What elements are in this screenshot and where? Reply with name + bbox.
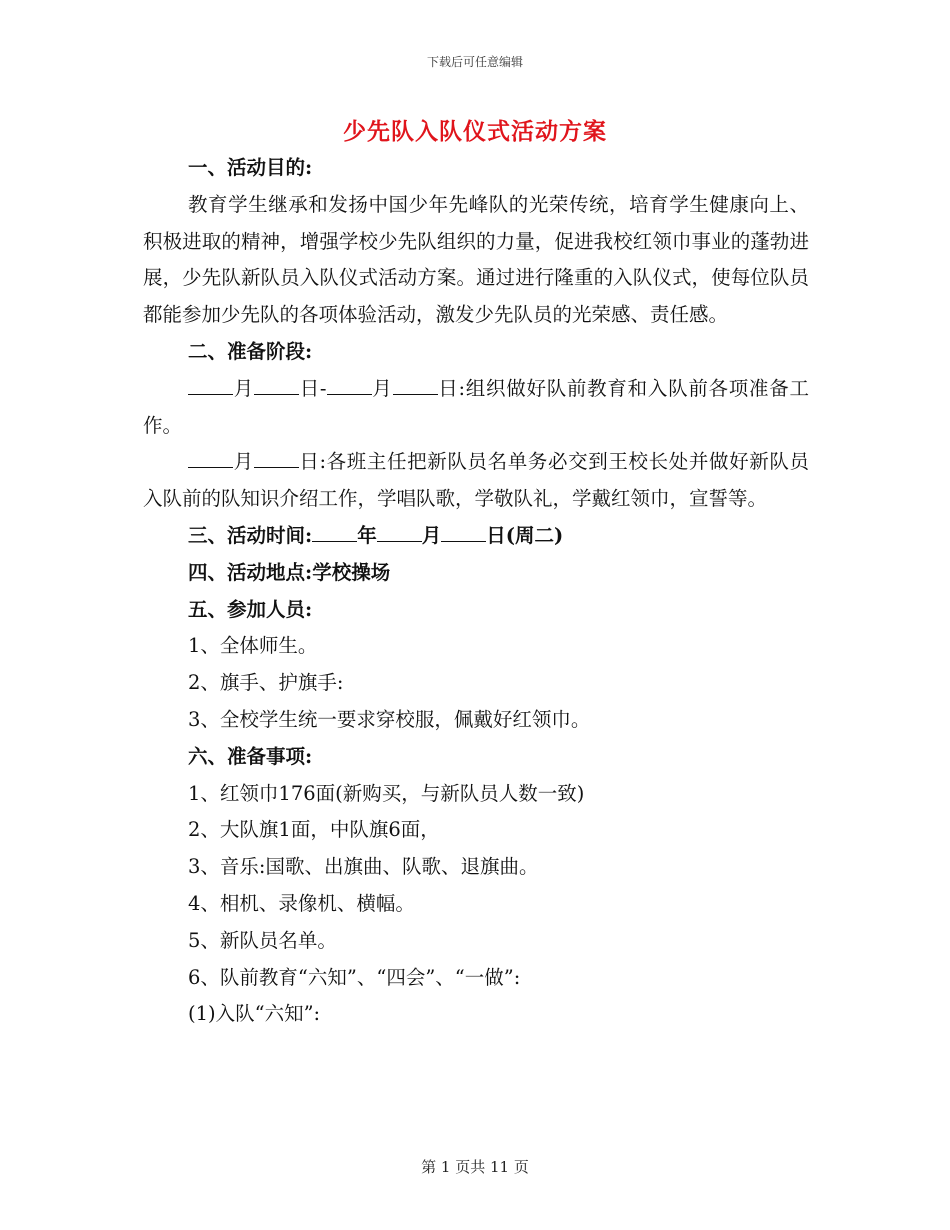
list-item: 2、大队旗1面，中队旗6面，	[188, 818, 440, 842]
month-label: 月	[233, 450, 254, 474]
day-label: 日(周二)	[486, 523, 564, 547]
list-item: 1、全体师生。	[188, 634, 318, 658]
preparation-paragraph-2	[143, 444, 809, 518]
time-label: 三、活动时间:	[188, 523, 313, 547]
section-heading-time	[143, 518, 809, 555]
list-item: 1、红领巾176面(新购买，与新队员人数一致)	[188, 781, 585, 805]
page-header: 下载后可任意编辑	[426, 55, 523, 69]
blank-line	[312, 521, 357, 542]
section-heading-prep-items: 六、准备事项:	[188, 744, 313, 768]
month-label: 月	[233, 376, 254, 400]
blank-line	[377, 521, 422, 542]
preparation-text-2: 日:各班主任把新队员名单务必交到王校长处并做好新队员入队前的队知识介绍工作，学唱队歌，学敬队礼，学戴红领巾，宣誓等。	[143, 450, 809, 511]
list-item: 3、全校学生统一要求穿校服，佩戴好红领巾。	[188, 707, 591, 731]
blank-line	[188, 448, 233, 469]
section-heading-location: 四、活动地点:学校操场	[188, 560, 391, 584]
month-label: 月	[421, 523, 442, 547]
document-title: 少先队入队仪式活动方案	[343, 118, 607, 145]
list-item: 2、旗手、护旗手:	[188, 671, 344, 695]
section-heading-preparation: 二、准备阶段:	[188, 339, 313, 363]
blank-line	[188, 374, 233, 395]
preparation-paragraph-1	[143, 371, 809, 445]
blank-line	[393, 374, 438, 395]
page-footer: 第 1 页共 11 页	[421, 1158, 529, 1176]
blank-line	[441, 521, 486, 542]
preparation-text-1: 日:组织做好队前教育和入队前各项准备工作。	[143, 376, 809, 437]
list-item: (1)入队“六知”:	[188, 1002, 321, 1026]
list-item: 6、队前教育“六知”、“四会”、“一做”:	[188, 965, 521, 989]
list-item: 3、音乐:国歌、出旗曲、队歌、退旗曲。	[188, 855, 539, 879]
list-item: 4、相机、录像机、横幅。	[188, 891, 415, 915]
day-label: 日-	[298, 376, 327, 400]
section-heading-purpose: 一、活动目的:	[188, 156, 313, 179]
blank-line	[254, 374, 299, 395]
list-item: 5、新队员名单。	[188, 928, 337, 952]
document-body	[143, 150, 809, 1033]
blank-line	[327, 374, 372, 395]
blank-line	[254, 448, 299, 469]
section-heading-participants: 五、参加人员:	[188, 597, 313, 621]
purpose-paragraph: 教育学生继承和发扬中国少年先峰队的光荣传统，培育学生健康向上、积极进取的精神，增强学校少先队组织的力量，促进我校红领巾事业的蓬勃进展，少先队新队员入队仪式活动方案。通过进行隆重的入队仪式，使每位队员都能参加少先队的各项体验活动，激发少先队员的光荣感、责任感。	[143, 192, 809, 327]
year-label: 年	[357, 523, 377, 547]
month-label: 月	[371, 376, 393, 400]
